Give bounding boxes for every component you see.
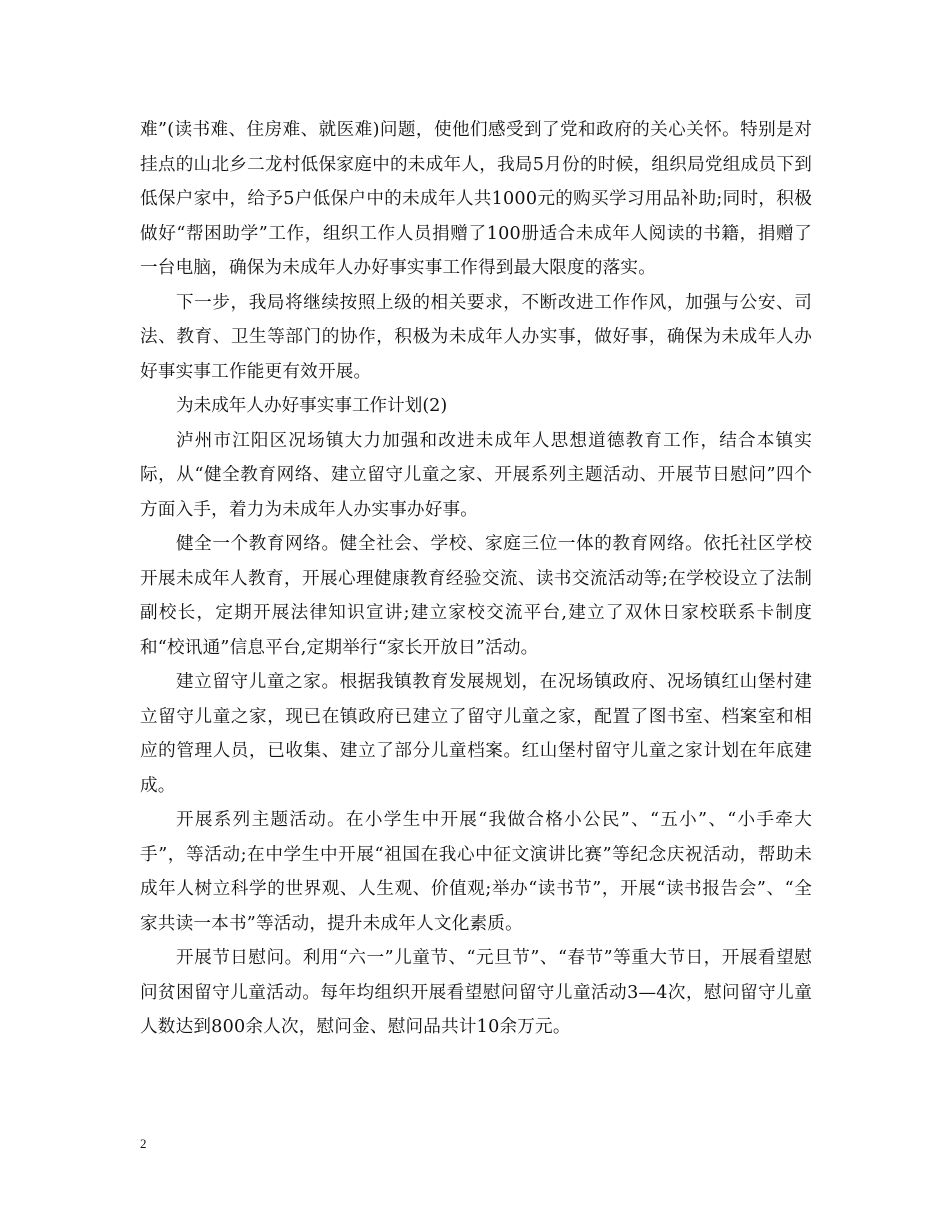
paragraph-holiday-visits: 开展节日慰问。利用“六一”儿童节、“元旦节”、“春节”等重大节日，开展看望慰问贫困留守儿童活动。每年均组织开展看望慰问留守儿童活动3—4次，慰问留守儿童人数达到800余人次，慰问金、慰问品共计10余万元。 bbox=[140, 948, 812, 1037]
paragraph-continued: 难”(读书难、住房难、就医难)问题，使他们感受到了党和政府的关心关怀。特别是对挂点的山北乡二龙村低保家庭中的未成年人，我局5月份的时候，组织局党组成员下到低保户家中，给予5户低保户中的未成年人共1000元的购买学习用品补助;同时，积极做好“帮困助学”工作，组织工作人员捐赠了100册适合未成年人阅读的书籍，捐赠了一台电脑，确保为未成年人办好事实事工作得到最大限度的落实。 bbox=[140, 120, 812, 278]
page-number: 2 bbox=[140, 1136, 147, 1151]
document-body bbox=[140, 113, 812, 1045]
section-heading: 为未成年人办好事实事工作计划(2) bbox=[176, 396, 448, 416]
paragraph-next-steps: 下一步，我局将继续按照上级的相关要求，不断改进工作作风，加强与公安、司法、教育、卫生等部门的协作，积极为未成年人办实事，做好事，确保为未成年人办好事实事工作能更有效开展。 bbox=[140, 292, 812, 382]
paragraph-intro: 泸州市江阳区况场镇大力加强和改进未成年人思想道德教育工作，结合本镇实际，从“健全教育网络、建立留守儿童之家、开展系列主题活动、开展节日慰问”四个方面入手，着力为未成年人办实事办好事。 bbox=[140, 430, 812, 520]
paragraph-children-home: 建立留守儿童之家。根据我镇教育发展规划，在况场镇政府、况场镇红山堡村建立留守儿童之家，现已在镇政府已建立了留守儿童之家，配置了图书室、档案室和相应的管理人员，已收集、建立了部分儿童档案。红山堡村留守儿童之家计划在年底建成。 bbox=[140, 672, 812, 796]
paragraph-theme-activities: 开展系列主题活动。在小学生中开展“我做合格小公民”、“五小”、“小手牵大手”，等活动;在中学生中开展“祖国在我心中征文演讲比赛”等纪念庆祝活动，帮助未成年人树立科学的世界观、人生观、价值观;举办“读书节”，开展“读书报告会”、“全家共读一本书”等活动，提升未成年人文化素质。 bbox=[140, 810, 812, 934]
paragraph-education-network: 健全一个教育网络。健全社会、学校、家庭三位一体的教育网络。依托社区学校开展未成年人教育，开展心理健康教育经验交流、读书交流活动等;在学校设立了法制副校长，定期开展法律知识宣讲;建立家校交流平台,建立了双休日家校联系卡制度和“校讯通”信息平台,定期举行“家长开放日”活动。 bbox=[140, 534, 812, 658]
